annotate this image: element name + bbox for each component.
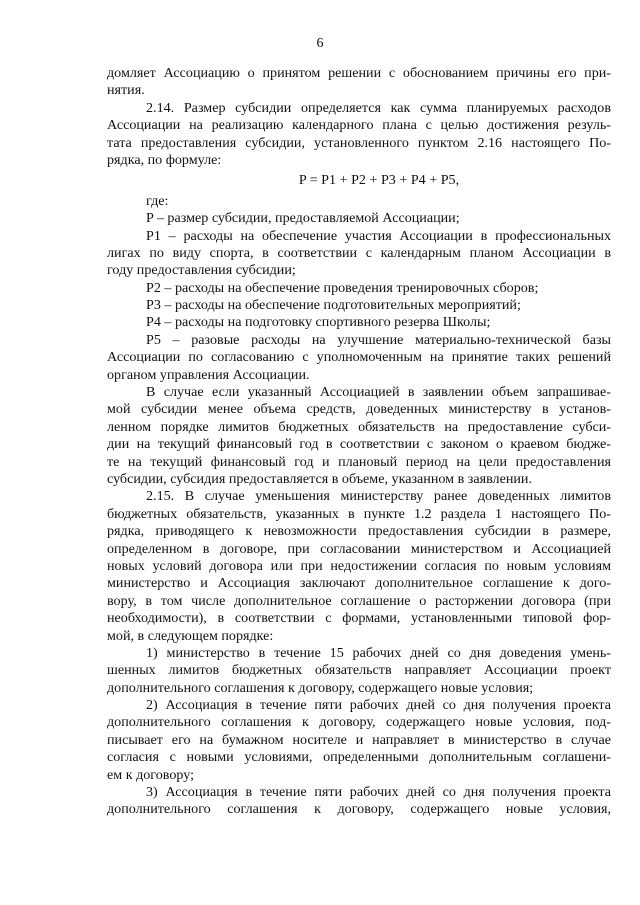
text-line: P2 – расходы на обеспечение проведения тренировочных сборов; bbox=[146, 279, 539, 296]
text-line: мой, в следующем порядке: bbox=[107, 627, 274, 644]
text-line: писывает его на бумажном носителе и направляет в министерство в случае bbox=[107, 731, 611, 748]
text-line: согласия с новыми условиями, определенными дополнительным соглашени- bbox=[107, 749, 611, 766]
text-line: году предоставления субсидии; bbox=[107, 262, 296, 279]
text-line: Ассоциации по согласованию с уполномоченным на принятие таких решений bbox=[107, 349, 611, 366]
text-line: дополнительного соглашения к договору, содержащего новые условия; bbox=[107, 679, 534, 696]
text-line: P1 – расходы на обеспечение участия Ассоциации в профессиональных bbox=[146, 227, 611, 244]
text-line: определенном в договоре, при согласовании министерством и Ассоциацией bbox=[107, 540, 611, 557]
text-line: ем к договору; bbox=[107, 766, 195, 783]
text-line: P5 – разовые расходы на улучшение материально-технической базы bbox=[146, 331, 611, 348]
text-line: мой субсидии менее объема средств, доведенных министерству в установ- bbox=[107, 401, 611, 418]
text-line: вору, в том числе дополнительное соглашение о расторжении договора (при bbox=[107, 592, 611, 609]
text-line: Ассоциации на реализацию календарного плана с целью достижения резуль- bbox=[107, 117, 611, 134]
text-line: 3) Ассоциация в течение пяти рабочих дней со дня получения проекта bbox=[146, 784, 611, 801]
text-line: P3 – расходы на обеспечение подготовительных мероприятий; bbox=[146, 297, 521, 314]
text-line: дополнительного соглашения к договору, содержащего новые условия, bbox=[107, 801, 611, 818]
text-line: нятия. bbox=[107, 82, 145, 99]
text-line: 1) министерство в течение 15 рабочих дней со дня доведения умень- bbox=[146, 644, 611, 661]
text-line: тата предоставления субсидии, установленного пунктом 2.16 настоящего По- bbox=[107, 134, 611, 151]
text-line: 2.14. Размер субсидии определяется как сумма планируемых расходов bbox=[146, 99, 611, 116]
text-line: 2.15. В случае уменьшения министерству ранее доведенных лимитов bbox=[146, 488, 611, 505]
text-line: В случае если указанный Ассоциацией в заявлении объем запрашивае- bbox=[146, 384, 611, 401]
text-line: домляет Ассоциацию о принятом решении с обоснованием причины его при- bbox=[107, 65, 611, 81]
text-line: лигах по виду спорта, в соответствии с календарным планом Ассоциации в bbox=[107, 244, 611, 261]
text-line: новых условий договора или при недостижении согласия по новым условиям bbox=[107, 557, 611, 574]
text-line: министерство и Ассоциация заключают дополнительное соглашение к дого- bbox=[107, 575, 611, 592]
subsidy-formula: P = P1 + P2 + P3 + P4 + P5, bbox=[298, 172, 460, 189]
text-line: бюджетных обязательств, указанных в пункте 1.2 раздела 1 настоящего По- bbox=[107, 505, 611, 522]
text-line: ленном порядке лимитов бюджетных обязательств на предоставление субси- bbox=[107, 418, 611, 435]
text-line: органом управления Ассоциации. bbox=[107, 366, 310, 383]
text-line: те на текущий финансовый год и плановый период на цели предоставления bbox=[107, 453, 611, 470]
text-line: рядка, приводящего к невозможности предоставления субсидии в размере, bbox=[107, 523, 611, 540]
text-line: дии на текущий финансовый год в соответствии с законом о краевом бюдже- bbox=[107, 436, 611, 453]
text-line: субсидии, субсидия предоставляется в объеме, указанном в заявлении. bbox=[107, 470, 532, 487]
text-line: необходимости), в соответствии с формами, установленными типовой фор- bbox=[107, 610, 611, 627]
text-line: P4 – расходы на подготовку спортивного резерва Школы; bbox=[146, 314, 491, 331]
text-line: где: bbox=[146, 192, 169, 209]
text-line: P – размер субсидии, предоставляемой Ассоциации; bbox=[146, 210, 460, 227]
text-line: 2) Ассоциация в течение пяти рабочих дней со дня получения проекта bbox=[146, 697, 611, 714]
text-line: дополнительного соглашения к договору, содержащего новые условия, под- bbox=[107, 714, 611, 731]
text-line: рядка, по формуле: bbox=[107, 151, 222, 168]
page-number: 6 bbox=[316, 36, 324, 51]
text-line: шенных лимитов бюджетных обязательств направляет Ассоциации проект bbox=[107, 662, 611, 679]
document-body bbox=[107, 65, 611, 819]
